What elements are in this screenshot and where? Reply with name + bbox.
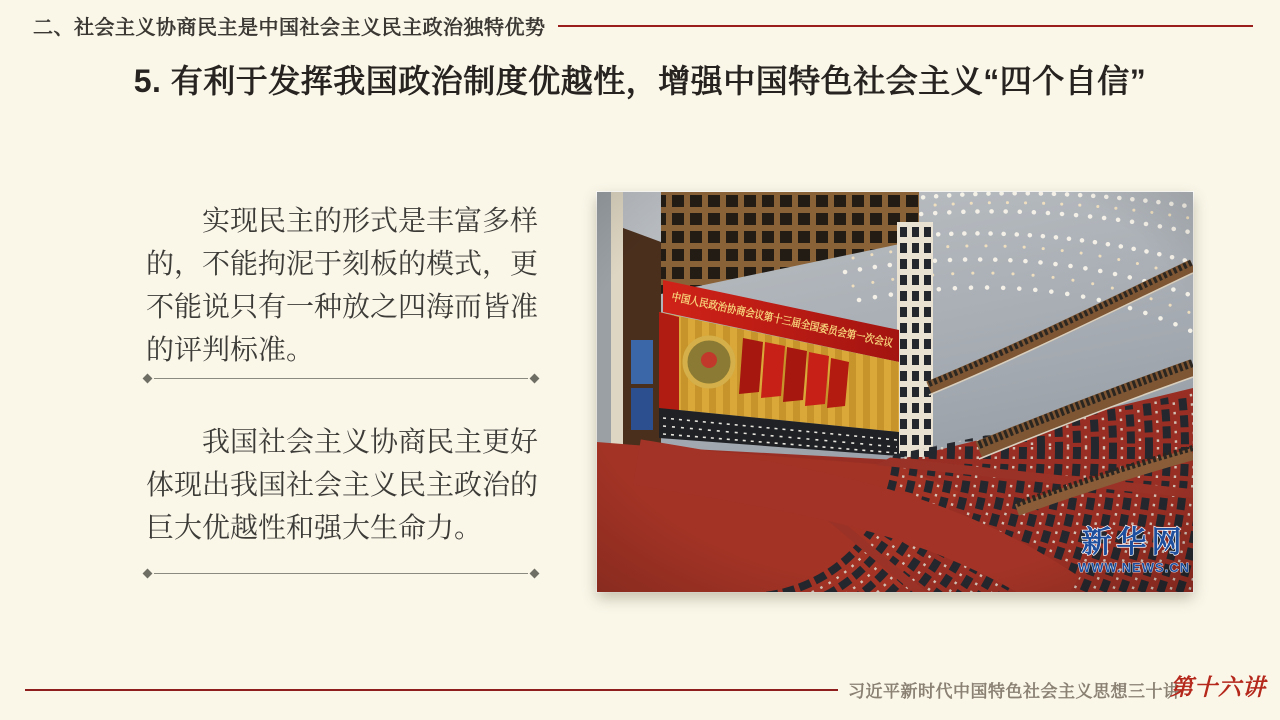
footer-lecture-number: 第十六讲 [1170, 674, 1266, 701]
body-paragraph-2 [146, 420, 546, 549]
section-header [33, 11, 1253, 40]
paragraph-text: 我国社会主义协商民主更好体现出我国社会主义民主政治的巨大优越性和强大生命力。 [146, 426, 539, 543]
footer-rule-line [25, 689, 838, 691]
page-title: 5. 有利于发挥我国政治制度优越性，增强中国特色社会主义“四个自信” [133, 63, 1147, 99]
diamond-icon [530, 374, 540, 384]
paragraph-text: 实现民主的形式是丰富多样的，不能拘泥于刻板的模式，更不能说只有一种放之四海而皆准的评判标准。 [146, 205, 539, 365]
divider-line [154, 378, 528, 379]
divider-line [154, 573, 528, 574]
diamond-icon [530, 569, 540, 579]
divider-1 [144, 374, 538, 383]
assembly-hall-illustration [597, 192, 1193, 592]
body-paragraph-1 [146, 199, 546, 371]
watermark-cn-text: 新华网 [1081, 526, 1187, 559]
watermark-url-text: WWW.NEWS.CN [1077, 560, 1191, 575]
diamond-icon [143, 374, 153, 384]
divider-2 [144, 569, 538, 578]
diamond-icon [143, 569, 153, 579]
footer-course-title: 习近平新时代中国特色社会主义思想三十讲 [848, 682, 1181, 701]
header-rule-line [558, 25, 1254, 27]
photo-watermark [1078, 526, 1190, 575]
section-header-label: 二、社会主义协商民主是中国社会主义民主政治独特优势 [33, 17, 546, 39]
assembly-hall-photo [597, 192, 1193, 592]
